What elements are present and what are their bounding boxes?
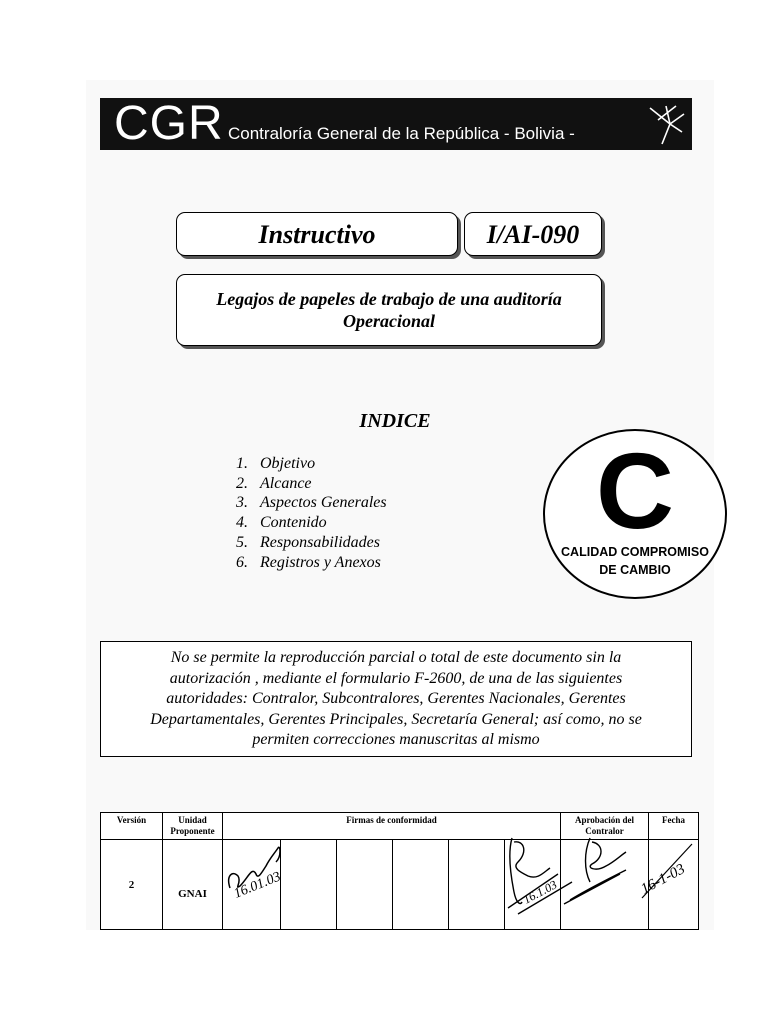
handwritten-date: 16-1-03: [638, 861, 688, 898]
star-emblem-icon: [640, 100, 688, 148]
signature-cell: [337, 840, 393, 930]
quality-seal: [540, 428, 730, 602]
handwritten-signature-3: [556, 834, 646, 914]
cgr-logo: CGR: [114, 97, 224, 150]
index-item-number: 6.: [236, 553, 248, 571]
index-list: [236, 454, 387, 572]
index-item: [236, 454, 387, 474]
index-title: INDICE: [359, 410, 431, 432]
index-item: [236, 493, 387, 513]
organization-name: Contraloría General de la República - Bolivia -: [228, 124, 575, 143]
document-title-line2: Operacional: [343, 311, 435, 331]
notice-line: autorización , mediante el formulario F-2600, de una de las siguientes: [169, 669, 623, 687]
index-item-label: Registros y Anexos: [260, 553, 381, 571]
handwritten-date: 16.01.03: [231, 869, 283, 902]
index-item-number: 1.: [236, 455, 248, 472]
seal-line2: DE CAMBIO: [599, 563, 671, 577]
index-item-number: 2.: [236, 474, 248, 492]
notice-line: No se permite la reproducción parcial o total de este documento sin la: [170, 649, 622, 666]
index-item: [236, 553, 387, 573]
index-item-label: Aspectos Generales: [260, 494, 387, 512]
handwritten-signature-1: [222, 826, 292, 906]
notice-box: [100, 641, 692, 757]
header-bar: [100, 98, 692, 150]
notice-line: autoridades: Contralor, Subcontralores, Gerentes Nacionales, Gerentes: [166, 690, 626, 707]
index-item-number: 4.: [236, 514, 248, 532]
index-item-label: Contenido: [260, 514, 327, 532]
seal-letter: C: [596, 430, 674, 551]
index-item-label: Objetivo: [260, 455, 316, 472]
approval-header: Aprobación del Contralor: [561, 813, 649, 840]
signatures-header: Firmas de conformidad: [223, 813, 561, 840]
unit-header: Unidad Proponente: [163, 813, 223, 840]
index-item-label: Responsabilidades: [260, 533, 380, 551]
index-item: [236, 513, 387, 533]
handwritten-date-fecha: [636, 836, 700, 906]
seal-line1: CALIDAD COMPROMISO: [561, 545, 709, 559]
document-code: I/AI-090: [486, 220, 580, 249]
notice-line: permiten correcciones manuscritas al mismo: [252, 731, 540, 748]
signature-cell: [449, 840, 505, 930]
version-header: Versión: [101, 813, 163, 840]
version-cell: 2: [101, 840, 163, 930]
index-item: [236, 533, 387, 553]
document-code-box: [464, 212, 602, 256]
unit-cell: GNAI: [163, 840, 223, 930]
document-type-box: [176, 212, 458, 256]
document-type: Instructivo: [258, 220, 376, 249]
signature-cell: [393, 840, 449, 930]
index-item-number: 3.: [236, 494, 248, 512]
document-title-line1: Legajos de papeles de trabajo de una auditoría: [216, 289, 562, 309]
document-title-box: [176, 274, 602, 346]
handwritten-date: 16.1.03: [520, 877, 560, 907]
date-header: Fecha: [649, 813, 699, 840]
notice-line: Departamentales, Gerentes Principales, Secretaría General; así como, no se: [150, 710, 642, 728]
index-item-number: 5.: [236, 533, 248, 551]
index-item-label: Alcance: [260, 474, 312, 492]
index-item: [236, 474, 387, 494]
